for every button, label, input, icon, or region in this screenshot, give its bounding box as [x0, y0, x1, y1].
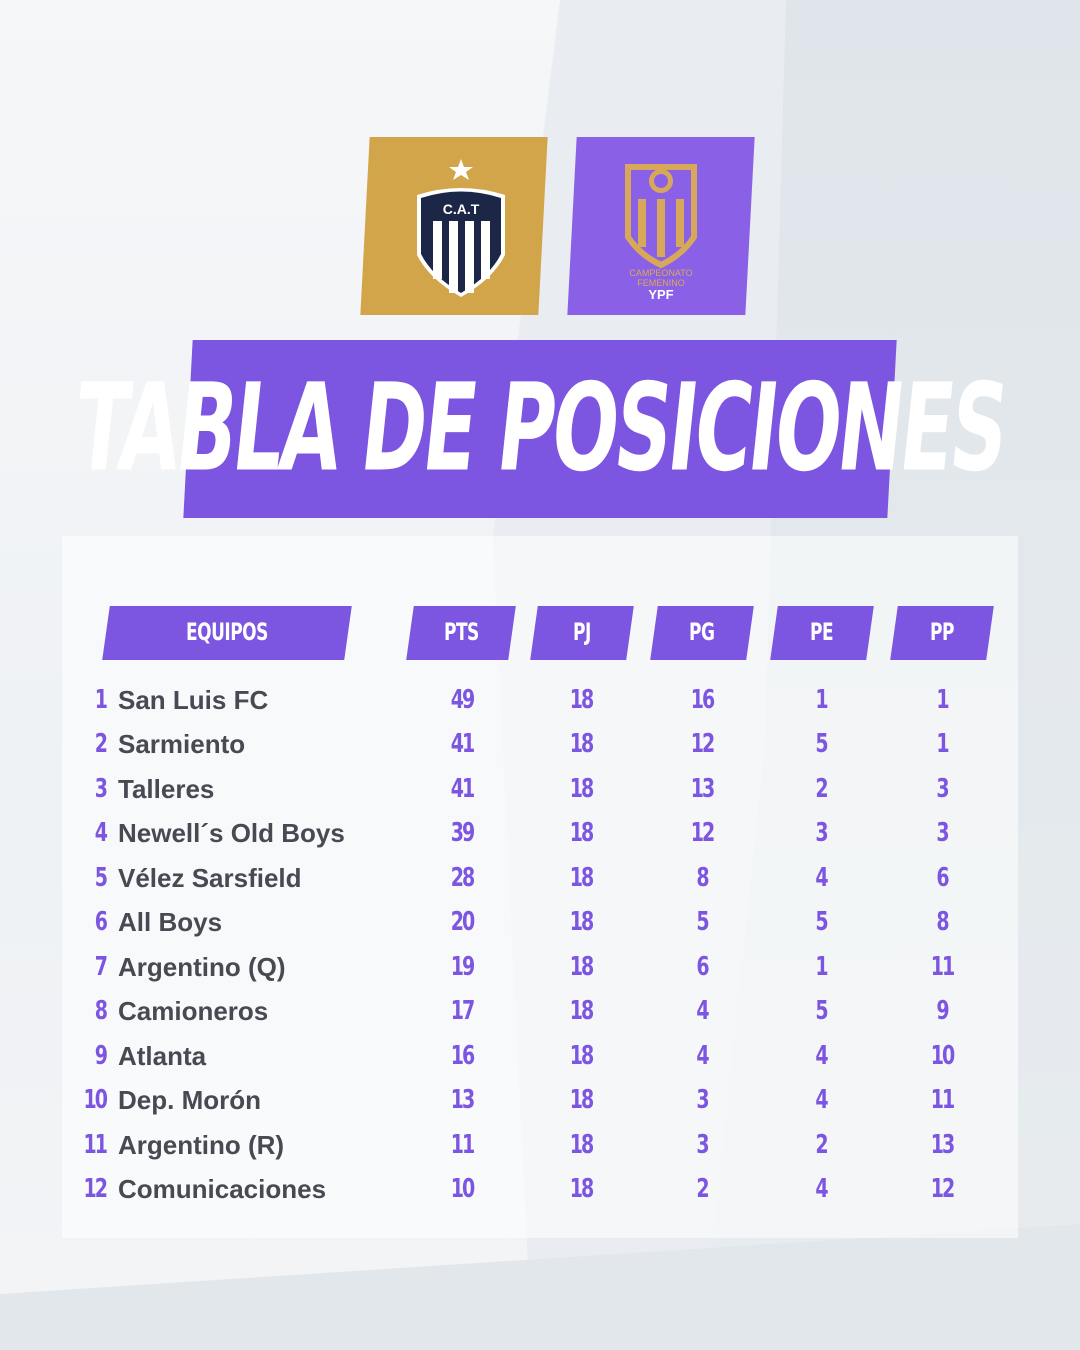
lost: 3 — [936, 774, 948, 804]
header-pp — [890, 606, 994, 660]
header-pj-label: PJ — [573, 619, 591, 647]
club-shield-icon — [365, 137, 543, 315]
played: 18 — [569, 729, 593, 759]
won: 2 — [696, 1174, 708, 1204]
header-pts-label: PTS — [443, 619, 479, 647]
lost: 3 — [936, 818, 948, 848]
won: 3 — [696, 1085, 708, 1115]
points: 17 — [450, 996, 474, 1026]
lost: 9 — [936, 996, 948, 1026]
position: 10 — [83, 1085, 106, 1115]
points: 41 — [450, 774, 474, 804]
position: 7 — [94, 952, 106, 982]
league-logo-tile — [567, 137, 754, 315]
points: 16 — [450, 1041, 474, 1071]
header-pts — [406, 606, 516, 660]
points: 41 — [450, 729, 474, 759]
won: 12 — [690, 729, 714, 759]
points: 11 — [450, 1130, 474, 1160]
team-name: Sarmiento — [118, 729, 246, 759]
won: 12 — [690, 818, 714, 848]
played: 18 — [569, 952, 593, 982]
club-logo-tile — [360, 137, 547, 315]
points: 49 — [450, 685, 474, 715]
position: 6 — [94, 907, 106, 937]
team-name: Argentino (R) — [118, 1130, 285, 1160]
title-banner — [68, 340, 1012, 518]
team-name: Atlanta — [118, 1041, 207, 1071]
header-pe — [770, 606, 874, 660]
played: 18 — [569, 774, 593, 804]
won: 4 — [696, 996, 708, 1026]
header-pp-label: PP — [930, 619, 954, 647]
team-name: Comunicaciones — [118, 1174, 327, 1204]
lost: 11 — [930, 952, 954, 982]
drawn: 3 — [815, 818, 827, 848]
team-name: Argentino (Q) — [118, 952, 286, 982]
league-logo-line2: FEMENINO — [637, 278, 685, 288]
drawn: 5 — [815, 907, 827, 937]
drawn: 2 — [815, 1130, 827, 1160]
lost: 1 — [936, 729, 948, 759]
league-logo-line3: YPF — [648, 287, 674, 302]
drawn: 4 — [815, 863, 827, 893]
points: 39 — [450, 818, 474, 848]
league-logo-line1: CAMPEONATO — [629, 268, 693, 278]
played: 18 — [569, 685, 593, 715]
team-name: Vélez Sarsfield — [118, 863, 302, 893]
club-logo-text: C.A.T — [442, 201, 480, 217]
position: 4 — [94, 818, 106, 848]
position: 2 — [94, 729, 106, 759]
drawn: 4 — [815, 1041, 827, 1071]
won: 5 — [696, 907, 708, 937]
points: 10 — [450, 1174, 474, 1204]
drawn: 2 — [815, 774, 827, 804]
won: 16 — [690, 685, 714, 715]
played: 18 — [569, 1174, 593, 1204]
position: 9 — [94, 1041, 106, 1071]
won: 6 — [696, 952, 708, 982]
league-crest-icon — [572, 137, 750, 315]
header-pg-label: PG — [689, 619, 715, 647]
drawn: 1 — [815, 952, 827, 982]
points: 13 — [450, 1085, 474, 1115]
page-title: TABLA DE POSICIONES — [68, 359, 1012, 499]
played: 18 — [569, 996, 593, 1026]
played: 18 — [569, 1041, 593, 1071]
header-team — [102, 606, 352, 660]
drawn: 5 — [815, 729, 827, 759]
position: 8 — [94, 996, 106, 1026]
header-pe-label: PE — [810, 619, 834, 647]
points: 28 — [450, 863, 474, 893]
drawn: 4 — [815, 1085, 827, 1115]
team-name: San Luis FC — [118, 685, 269, 715]
won: 4 — [696, 1041, 708, 1071]
lost: 6 — [936, 863, 948, 893]
lost: 8 — [936, 907, 948, 937]
drawn: 4 — [815, 1174, 827, 1204]
position: 12 — [83, 1174, 106, 1204]
lost: 11 — [930, 1085, 954, 1115]
header-team-label: EQUIPOS — [186, 619, 268, 647]
won: 13 — [690, 774, 714, 804]
position: 11 — [83, 1130, 106, 1160]
team-name: Dep. Morón — [118, 1085, 261, 1115]
position: 5 — [94, 863, 106, 893]
lost: 1 — [936, 685, 948, 715]
position: 3 — [94, 774, 106, 804]
header-pg — [650, 606, 754, 660]
team-name: All Boys — [118, 907, 223, 937]
won: 8 — [696, 863, 708, 893]
position: 1 — [94, 685, 106, 715]
team-name: Talleres — [118, 774, 215, 804]
team-name: Camioneros — [118, 996, 269, 1026]
drawn: 5 — [815, 996, 827, 1026]
lost: 10 — [930, 1041, 954, 1071]
played: 18 — [569, 863, 593, 893]
played: 18 — [569, 907, 593, 937]
header-pj — [530, 606, 634, 660]
played: 18 — [569, 1085, 593, 1115]
lost: 12 — [930, 1174, 954, 1204]
played: 18 — [569, 818, 593, 848]
points: 19 — [450, 952, 474, 982]
points: 20 — [450, 907, 474, 937]
drawn: 1 — [815, 685, 827, 715]
lost: 13 — [930, 1130, 954, 1160]
won: 3 — [696, 1130, 708, 1160]
star-icon — [449, 159, 473, 180]
team-name: Newell´s Old Boys — [118, 818, 345, 848]
played: 18 — [569, 1130, 593, 1160]
table-row — [0, 1167, 1080, 1211]
